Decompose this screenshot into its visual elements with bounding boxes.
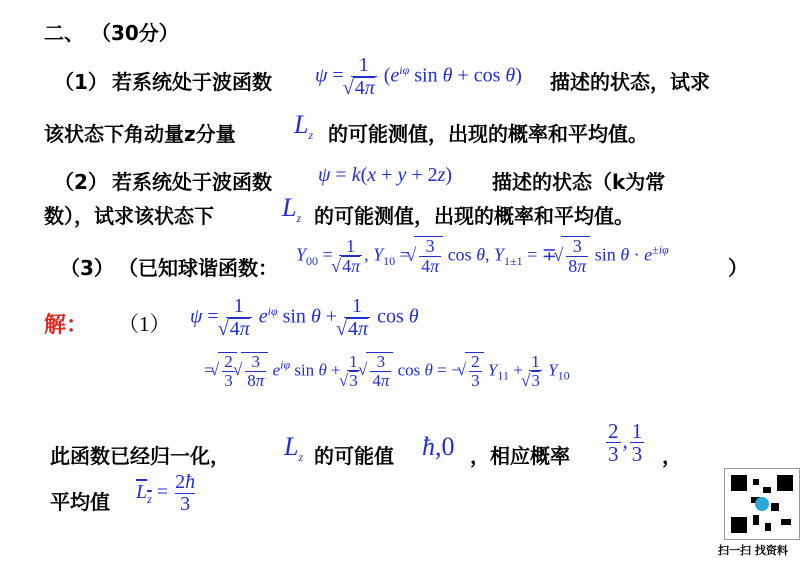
possible-values: ħ,0: [422, 432, 455, 461]
part2-text-b: 描述的状态（k为常: [492, 170, 666, 194]
part3-close: ）: [728, 256, 748, 280]
part3-text: （已知球谐函数：: [118, 256, 278, 280]
lz-symbol-3: $L_z$: [284, 432, 304, 465]
part1-text-b: 描述的状态，试求: [550, 70, 710, 94]
part2-label: （2）: [54, 170, 108, 194]
part3-label: （3）: [60, 256, 114, 280]
part2-wavefunction: ψ = k(x + y + 2z): [318, 164, 453, 186]
qr-logo-icon: [755, 497, 769, 511]
solution-line1: ψ = 1 √ 4π $e^{i\varphi}$ sin θ + 1 √ 4π cos θ: [190, 296, 419, 340]
solution-label: 解：: [44, 313, 89, 338]
solution-line2: = √ $\frac{2}{3}$ √ $\frac{3}{8\pi}$ $e^{i\varphi}$ sin θ + 1 √ 3 √ $\frac{3}{4\pi}$ cos θ = − √ $\frac{2}{3}$ $Y_{11}$ + 1 √ 3 $Y_{10}$: [204, 352, 570, 390]
spherical-harmonics: $Y_{00}$ = 1 √ 4π , $Y_{10}$ = √ $\frac{3}{4\pi}$ cos θ, $Y_{1\pm 1}$ = ∓ √ $\frac{3}{8\pi}$ $\sin \theta \cdot e^{\pm i\varphi}$: [296, 236, 669, 276]
qr-caption: 扫一扫 找资料: [718, 544, 788, 557]
part1-text-a: 若系统处于波函数: [112, 70, 272, 94]
solution-part-label: （1）: [118, 312, 171, 336]
part1-label: （1）: [54, 70, 108, 94]
average-text: 平均值: [50, 490, 110, 514]
probabilities: $\frac{2}{3}$ , $\frac{1}{3}$: [608, 419, 643, 467]
part1-wavefunction: ψ = 1 √ 4π ($e^{i\varphi}$ sin θ + cos θ): [315, 55, 522, 99]
probability-text: ，相应概率: [470, 444, 570, 468]
lz-symbol-1: $L_z$: [294, 110, 314, 143]
part2-text-a: 若系统处于波函数: [112, 170, 272, 194]
normalized-text: 此函数已经归一化，: [50, 444, 230, 468]
problem-heading: 二、 （30分）: [44, 21, 179, 45]
probability-comma: ，: [662, 444, 682, 468]
average-value: $L_z$ = $\frac{2ħ}{3}$: [136, 471, 196, 515]
qr-code[interactable]: [724, 468, 800, 540]
part2-line2-a: 数），试求该状态下: [44, 204, 214, 228]
part1-line2-a: 该状态下角动量z分量: [44, 122, 236, 146]
possible-values-text: 的可能值: [314, 444, 394, 468]
part2-line2-b: 的可能测值，出现的概率和平均值。: [314, 204, 634, 228]
part1-line2-b: 的可能测值，出现的概率和平均值。: [328, 122, 648, 146]
lz-symbol-2: $L_z$: [282, 193, 302, 226]
